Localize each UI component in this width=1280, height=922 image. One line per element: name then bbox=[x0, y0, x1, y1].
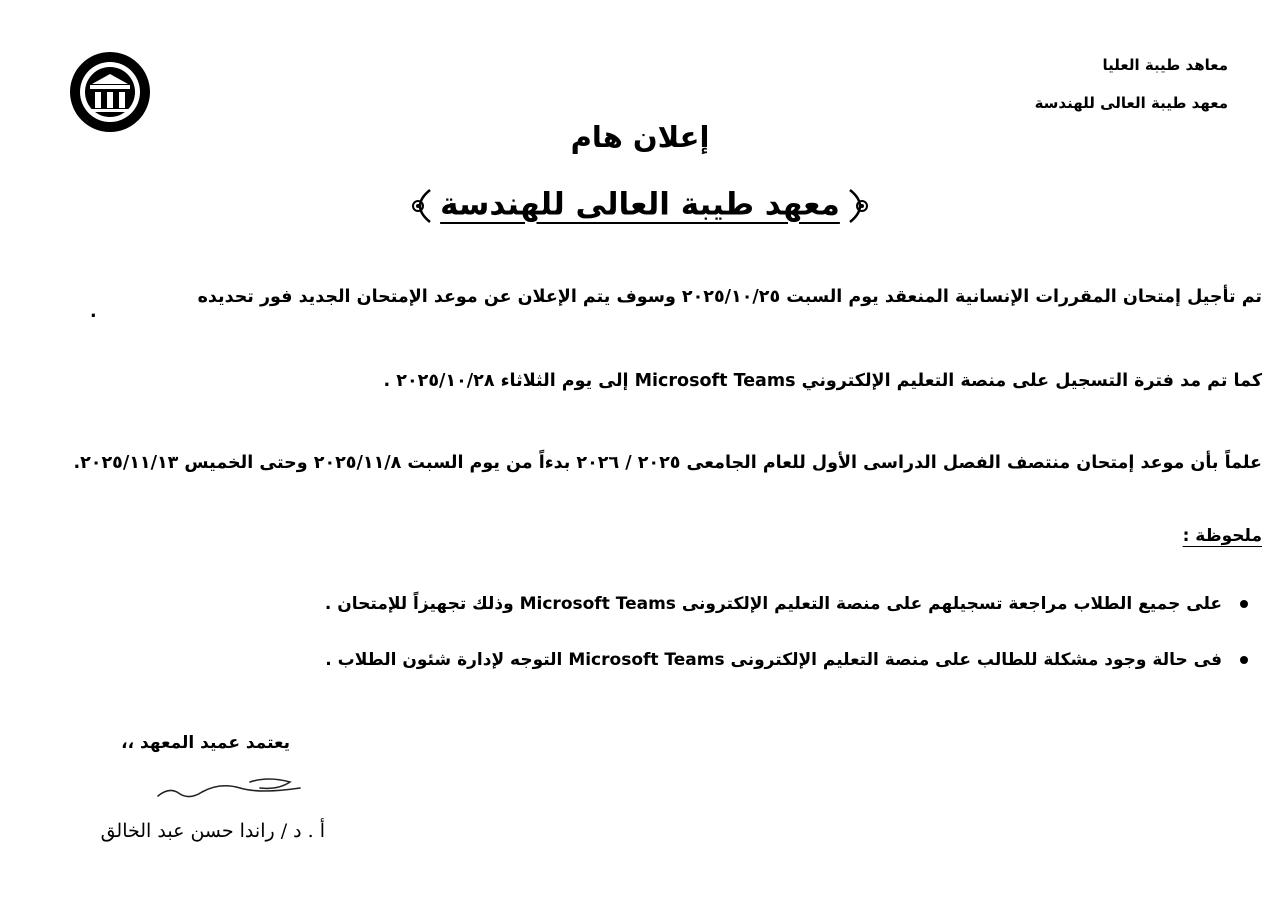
left-ornament-icon bbox=[404, 186, 434, 226]
bullet-icon bbox=[1240, 600, 1248, 608]
handwritten-signature bbox=[150, 774, 310, 808]
list-item bbox=[325, 594, 1248, 614]
paragraph-postponement-end: . bbox=[90, 302, 97, 322]
note-item-text: فى حالة وجود مشكلة للطالب على منصة التعليم الإلكترونى Microsoft Teams التوجه لإدارة شئون الطلاب . bbox=[325, 650, 1222, 670]
approval-label: يعتمد عميد المعهد ،، bbox=[121, 733, 290, 753]
announcement-title: إعلان هام bbox=[570, 120, 710, 154]
note-item-text: على جميع الطلاب مراجعة تسجيلهم على منصة التعليم الإلكترونى Microsoft Teams وذلك تجهيزاً للإمتحان . bbox=[324, 594, 1222, 614]
right-ornament-icon bbox=[846, 186, 876, 226]
paragraph-postponement: تم تأجيل إمتحان المقررات الإنسانية المنعقد يوم السبت ٢٠٢٥/١٠/٢٥ وسوف يتم الإعلان عن موعد الإمتحان الجديد فور تحديده bbox=[197, 287, 1262, 307]
list-item bbox=[325, 650, 1248, 670]
org-name-line-2: معهد طيبة العالى للهندسة bbox=[1034, 94, 1228, 112]
bullet-icon bbox=[1240, 656, 1248, 664]
org-name-line-1: معاهد طيبة العليا bbox=[1102, 56, 1228, 74]
signatory-name: أ . د / راندا حسن عبد الخالق bbox=[100, 820, 325, 842]
note-label: ملحوظة : bbox=[1182, 526, 1262, 546]
paragraph-registration-extension: كما تم مد فترة التسجيل على منصة التعليم الإلكتروني Microsoft Teams إلى يوم الثلاثاء ٢٠٢٥/١٠/٢٨ . bbox=[383, 371, 1262, 391]
institute-title bbox=[0, 186, 1280, 226]
paragraph-midterm-schedule: علماً بأن موعد إمتحان منتصف الفصل الدراسى الأول للعام الجامعى ٢٠٢٥ / ٢٠٢٦ بدءاً من يوم السبت ٢٠٢٥/١١/٨ وحتى الخميس ٢٠٢٥/١١/١٣. bbox=[73, 453, 1262, 473]
institute-name: معهد طيبة العالى للهندسة bbox=[440, 186, 840, 223]
